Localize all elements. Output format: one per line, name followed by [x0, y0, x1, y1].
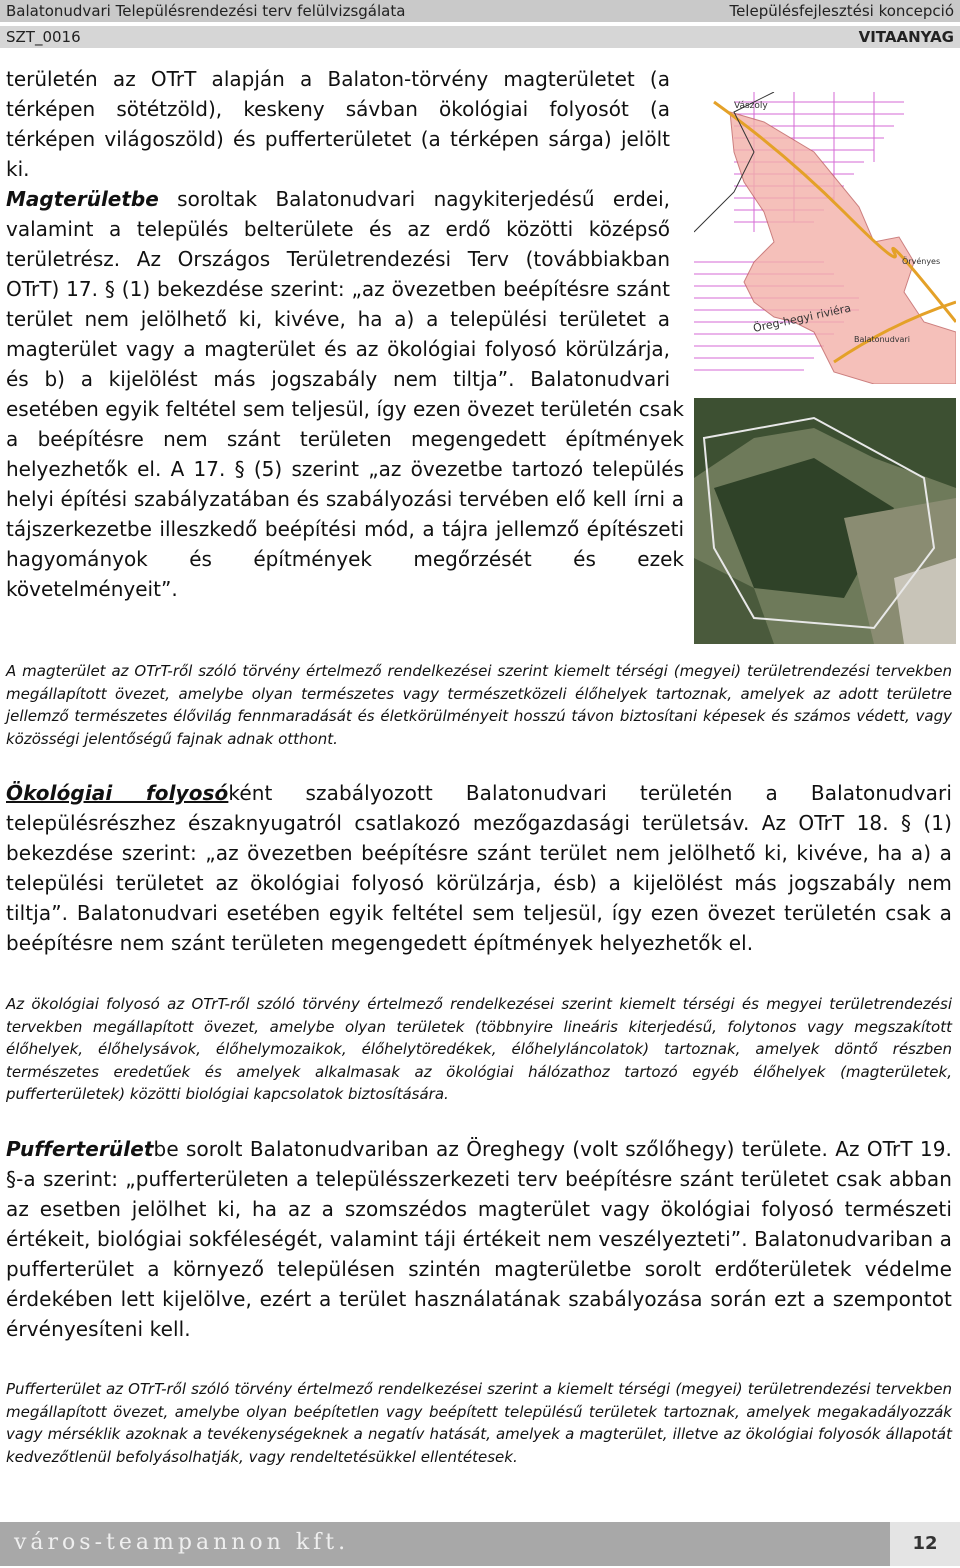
- pufferterulet-paragraph: [6, 1134, 952, 1344]
- intro-paragraph-2: [6, 184, 684, 604]
- page-header: [0, 0, 960, 52]
- zoning-map: [694, 92, 956, 384]
- okologiai-folyoso-text: ként szabályozott Balatonudvari területén a Balatonudvari településrészhez északnyugatról csatlakozó mezőgazdasági területsáv. Az OTrT 18. § (1) bekezdése szerint: „az övezetben beépítésre szánt terület nem jelölhető ki, kivéve, ha a) a települési területet az ökológiai folyosó körülzárja, ésb) a kijelölést más jogszabály nem tiltja”. Balatonudvari esetében egyik feltétel sem teljesül, így ezen övezet területén csak a beépítésre nem szánt területen megengedett építmények helyezhetők el.: [6, 781, 952, 955]
- pufferterulet-term: Pufferterület: [6, 1137, 154, 1161]
- page-footer: [0, 1522, 960, 1566]
- magterulet-term: Magterületbe: [6, 187, 159, 211]
- document-code: SZT_0016: [6, 28, 81, 46]
- map-label-orvenyes: Örvényes: [902, 257, 941, 266]
- page-number: 12: [890, 1522, 960, 1566]
- okologiai-folyoso-term: Ökológiai folyosó: [6, 781, 229, 805]
- company-logo: város-teampannon kft.: [14, 1530, 350, 1555]
- map-label-vaszoly: Vászoly: [734, 101, 768, 111]
- intro-paragraph-1: területén az OTrT alapján a Balaton-törvény magterületet (a térképen sötétzöld), keskeny sávban ökológiai folyosót (a térképen világoszöld) és pufferterületet (a térképen sárga) jelölt ki.: [6, 67, 670, 181]
- header-band: [0, 26, 960, 48]
- okologiai-folyoso-paragraph: [6, 778, 952, 958]
- aerial-photo: [694, 398, 956, 644]
- okologiai-folyoso-definition: Az ökológiai folyosó az OTrT-ről szóló törvény értelmező rendelkezései szerint kiemelt térségi és megyei területrendezési tervekben megállapított övezet, amelybe olyan területek (többnyire lineáris kiterjedésű, folytonos vagy megszakított élőhelyek, élőhelysávok, élőhelymozaikok, élőhelytöredékek, élőhelyláncolatok) tartoznak, amelyek döntő részben természetes eredetűek és amelyek alkalmasak az ökológiai hálózathoz tartozó egyéb élőhelyek (magterületek, pufferterületek) közötti biológiai kapcsolatok biztosítására.: [6, 995, 952, 1103]
- pufferterulet-definition: Pufferterület az OTrT-ről szóló törvény értelmező rendelkezései szerint a kiemelt térségi (megyei) területrendezési tervekben megállapított övezet, amelybe olyan beépítetlen vagy beépített településű területek tartoznak, amelyek megakadályozzák vagy mérséklik azoknak a tevékenységeknek a negatív hatását, amelyek a magterület, illetve az ökológiai folyosók állapotát kedvezőtlenül befolyásolhatják, vagy rendeltetésükkel ellentétesek.: [6, 1380, 952, 1466]
- document-type: Településfejlesztési koncepció: [729, 2, 954, 20]
- pufferterulet-text: be sorolt Balatonudvariban az Öreghegy (volt szőlőhegy) területe. Az OTrT 19. §-a szerint: „pufferterületen a településszerkezeti terv beépítésre szánt területet csak abban az esetben jelölhet ki, ha az a szomszédos magterület vagy ökológiai folyosó természeti értékeit, biológiai sokféleségét, valamint táji értékeit nem veszélyezteti”. Balatonudvariban a pufferterület a környező településen szintén magterületbe sorolt erdőterületek védelme érdekében lett kijelölve, ezért a terület használatának szabályozása során ezt a szempontot érvényesíteni kell.: [6, 1137, 952, 1341]
- intro-paragraph-2-text: soroltak Balatonudvari nagykiterjedésű erdei, valamint a település belterülete és az erdő közötti középső területrész. Az Országos Területrendezési Terv (továbbiakban OTrT) 17. § (1) bekezdése szerint: „az övezetben beépítésre szánt terület nem jelölhető ki, kivéve, ha a) a települési területet a magterület vagy a magterület és az ökológiai folyosó körülzárja, és b) a kijelölést más jogszabály nem tiltja”. Balatonudvari esetében egyik feltétel sem teljesül, így ezen övezet területén csak a beépítésre nem szánt területen megengedett építmények helyezhetők el. A 17. § (5) szerint „az övezetbe tartozó település helyi építési szabályzatában és szabályozási tervében elő kell írni a tájszerkezetbe illeszkedő beépítési mód, a tájra jellemző építészeti hagyományok és építmények megőrzését és ezek követelményeit”.: [6, 187, 684, 601]
- document-status: VITAANYAG: [858, 28, 954, 46]
- map-label-balatonudvari: Balatonudvari: [854, 335, 910, 344]
- map-label-riviera: Öreg-hegyi riviéra: [751, 301, 853, 335]
- document-title: Balatonudvari Településrendezési terv felülvizsgálata: [6, 2, 406, 20]
- magterulet-definition: A magterület az OTrT-ről szóló törvény értelmező rendelkezései szerint kiemelt térségi (megyei) területrendezési tervekben megállapított övezet, amelybe olyan természetes vagy természetközeli élőhelyek tartoznak, amelyek az adott területre jellemző természetes élővilág fennmaradását és életkörülményeit hosszú távon biztosítani képesek és számos védett, vagy közösségi jelentőségű fajnak adnak otthont.: [6, 662, 952, 748]
